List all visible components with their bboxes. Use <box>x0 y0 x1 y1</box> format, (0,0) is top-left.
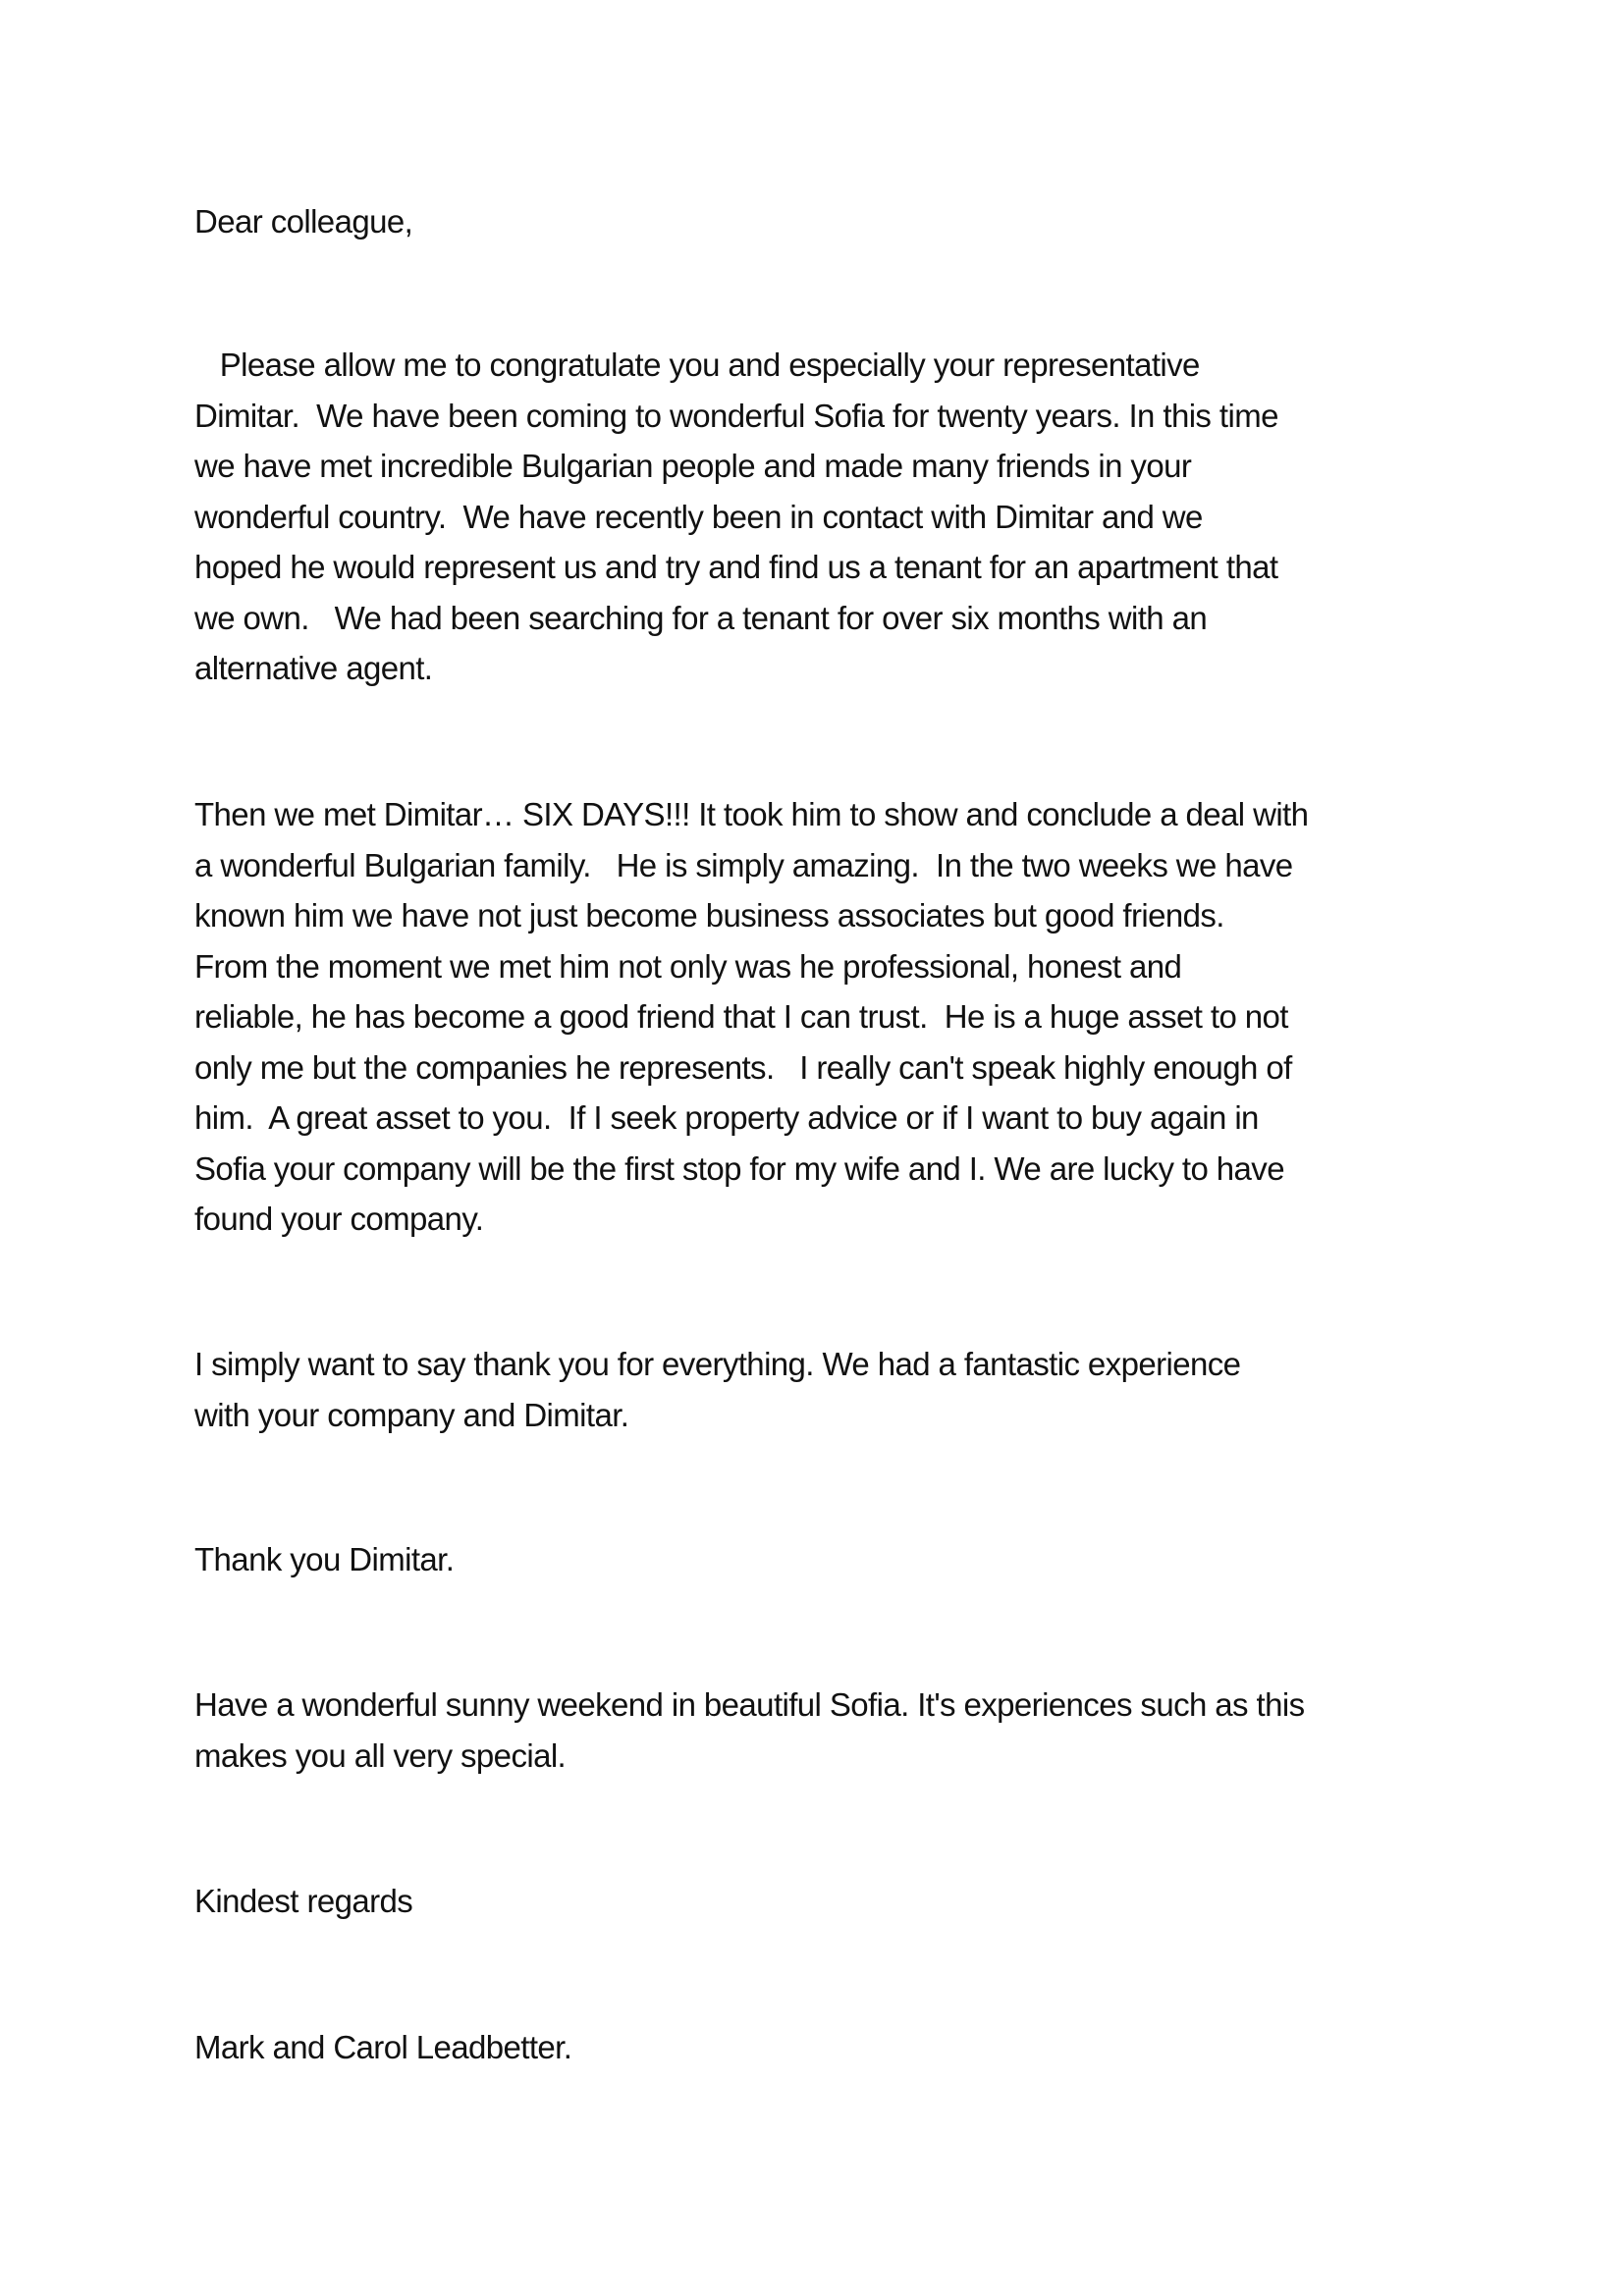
paragraph-line: alternative agent. <box>194 650 433 686</box>
signature <box>194 2022 571 2073</box>
paragraph-line: Have a wonderful sunny weekend in beautiful Sofia. It's experiences such as this <box>194 1686 1305 1723</box>
paragraph-line: found your company. <box>194 1201 484 1237</box>
paragraph-line: Then we met Dimitar… SIX DAYS!!! It took him to show and conclude a deal with <box>194 796 1309 832</box>
paragraph-line: we own. We had been searching for a tenant for over six months with an <box>194 599 1208 636</box>
paragraph-line: only me but the companies he represents. I really can't speak highly enough of <box>194 1048 1292 1086</box>
paragraph-line: a wonderful Bulgarian family. He is simply amazing. In the two weeks we have <box>194 846 1293 883</box>
paragraph-line: makes you all very special. <box>194 1736 567 1774</box>
paragraph-line: Dimitar. We have been coming to wonderful Sofia for twenty years. In this time <box>194 397 1278 434</box>
paragraph-six-days <box>194 789 1308 1245</box>
signature-text: Mark and Carol Leadbetter. <box>194 2029 572 2065</box>
salutation-text: Dear colleague, <box>194 203 413 240</box>
paragraph-weekend <box>194 1680 1304 1781</box>
paragraph-line: we have met incredible Bulgarian people and made many friends in your <box>194 448 1192 484</box>
paragraph-line: known him we have not just become business associates but good friends. <box>194 897 1224 934</box>
paragraph-line: with your company and Dimitar. <box>194 1396 629 1433</box>
closing <box>194 1876 412 1927</box>
paragraph-line: wonderful country. We have recently been in contact with Dimitar and we <box>194 498 1203 535</box>
paragraph-congratulations <box>194 340 1278 694</box>
paragraph-line: him. A great asset to you. If I seek property advice or if I want to buy again in <box>194 1099 1259 1136</box>
paragraph-line: I simply want to say thank you for everything. We had a fantastic experience <box>194 1346 1241 1382</box>
paragraph-line: reliable, he has become a good friend that I can trust. He is a huge asset to not <box>194 998 1288 1035</box>
paragraph-line: Sofia your company will be the first stop for my wife and I. We are lucky to have <box>194 1149 1284 1187</box>
paragraph-line: Please allow me to congratulate you and especially your representative <box>194 347 1200 383</box>
thanks-text: Thank you Dimitar. <box>194 1541 455 1577</box>
closing-text: Kindest regards <box>194 1883 413 1919</box>
paragraph-thank-you <box>194 1339 1240 1440</box>
thanks-line <box>194 1534 454 1585</box>
paragraph-line: hoped he would represent us and try and find us a tenant for an apartment that <box>194 549 1278 585</box>
salutation <box>194 196 412 247</box>
paragraph-line: From the moment we met him not only was he professional, honest and <box>194 947 1182 985</box>
